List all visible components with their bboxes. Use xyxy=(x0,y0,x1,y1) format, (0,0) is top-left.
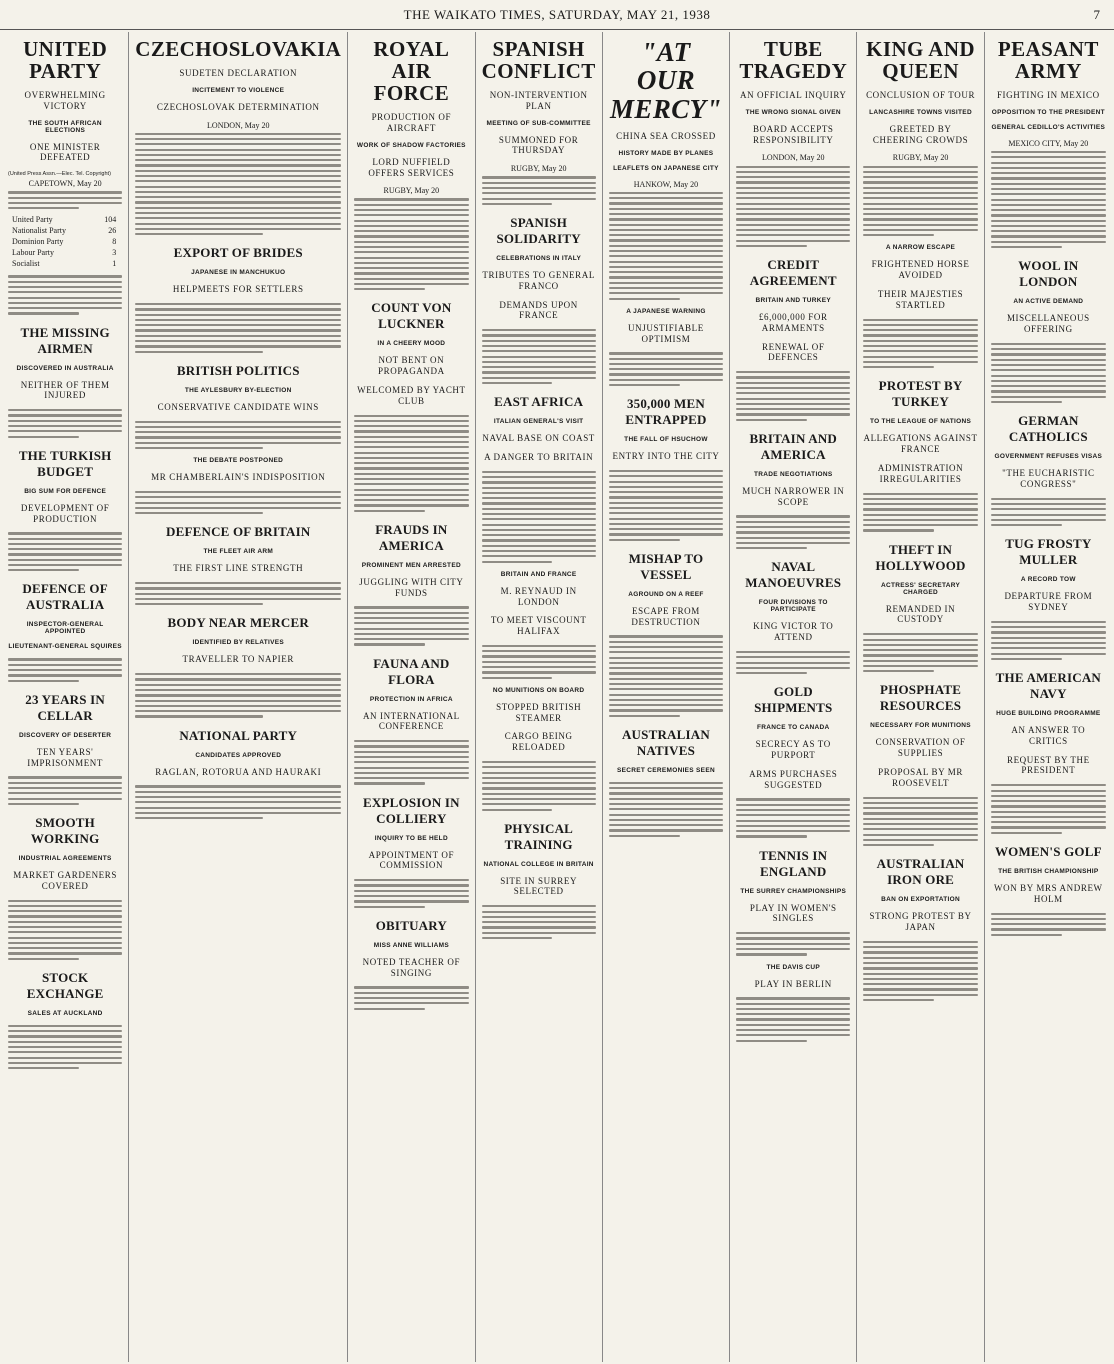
headline: UNITED PARTY xyxy=(23,37,108,84)
column-6 xyxy=(730,32,857,1362)
article-text xyxy=(736,997,850,1041)
article-text xyxy=(8,776,122,805)
section-headline: CREDIT AGREEMENT xyxy=(749,256,837,288)
article-text xyxy=(863,319,977,369)
article-text xyxy=(863,633,977,672)
section-headline: TUG FROSTY MULLER xyxy=(1005,536,1092,568)
subheadline: BIG SUM FOR DEFENCE xyxy=(24,487,107,495)
article-text xyxy=(991,343,1106,403)
subheadline: GENERAL CEDILLO'S ACTIVITIES xyxy=(991,123,1106,131)
subheadline: BRITAIN AND TURKEY xyxy=(755,296,831,304)
subheadline: SUMMONED FOR THURSDAY xyxy=(498,134,579,156)
subheadline: HELPMEETS FOR SETTLERS xyxy=(172,284,304,295)
article-text xyxy=(8,409,122,438)
subheadline: PROTECTION IN AFRICA xyxy=(369,695,453,703)
article-text xyxy=(8,658,122,681)
section-headline: WOMEN'S GOLF xyxy=(994,843,1102,859)
subheadline: INSPECTOR-GENERAL APPOINTED xyxy=(26,621,104,636)
subheadline: AN ACTIVE DEMAND xyxy=(1013,298,1084,306)
section-headline: DEFENCE OF AUSTRALIA xyxy=(22,581,108,613)
section-headline: BRITAIN AND AMERICA xyxy=(749,430,838,462)
subheadline: INCITEMENT TO VIOLENCE xyxy=(192,86,285,94)
article-text xyxy=(991,784,1106,834)
article-text xyxy=(482,761,596,811)
subheadline: TRADE NEGOTIATIONS xyxy=(753,470,833,478)
section-headline: GOLD SHIPMENTS xyxy=(754,684,833,716)
headline: TUBE TRAGEDY xyxy=(739,37,848,84)
subheadline: AN OFFICIAL INQUIRY xyxy=(739,90,847,101)
subheadline: IN A CHEERY MOOD xyxy=(377,340,446,348)
subheadline: RENEWAL OF DEFENCES xyxy=(762,341,825,363)
subheadline: FRANCE TO CANADA xyxy=(756,724,830,732)
article-text xyxy=(863,797,977,847)
section-headline: BRITISH POLITICS xyxy=(176,362,300,378)
news-columns xyxy=(2,32,1112,1362)
subheadline: GOVERNMENT REFUSES VISAS xyxy=(994,453,1103,461)
table-row: Labour Party 3 xyxy=(12,247,117,257)
subheadline: THE AYLESBURY BY-ELECTION xyxy=(184,386,292,394)
subheadline: DEMANDS UPON FRANCE xyxy=(499,299,578,321)
subheadline: M. REYNAUD IN LONDON xyxy=(500,585,577,607)
subheadline: THE FALL OF HSUCHOW xyxy=(624,436,708,444)
subheadline: STRONG PROTEST BY JAPAN xyxy=(869,911,972,933)
section-headline: EXPORT OF BRIDES xyxy=(173,245,303,261)
subheadline: LORD NUFFIELD OFFERS SERVICES xyxy=(368,156,455,178)
subheadline: WON BY MRS ANDREW HOLM xyxy=(994,882,1103,904)
article-text xyxy=(354,415,468,512)
article-text xyxy=(609,782,723,837)
subheadline: A NARROW ESCAPE xyxy=(885,244,956,252)
subheadline: REMANDED IN CUSTODY xyxy=(885,603,956,625)
subheadline: THE FIRST LINE STRENGTH xyxy=(173,563,304,574)
section-headline: FAUNA AND FLORA xyxy=(373,655,450,687)
subheadline: OVERWHELMING VICTORY xyxy=(24,90,106,111)
subheadline: KING VICTOR TO ATTEND xyxy=(753,621,834,643)
subheadline: INDUSTRIAL AGREEMENTS xyxy=(18,854,112,862)
place-date: CAPETOWN, May 20 xyxy=(28,179,102,189)
column-1 xyxy=(2,32,129,1362)
subheadline: SECRECY AS TO PURPORT xyxy=(755,739,831,761)
section-headline: THE AMERICAN NAVY xyxy=(995,670,1101,702)
subheadline: ONE MINISTER DEFEATED xyxy=(29,141,101,163)
headline: CZECHOSLOVAKIA xyxy=(135,37,342,61)
column-5 xyxy=(603,32,730,1362)
subheadline: THE SURREY CHAMPIONSHIPS xyxy=(740,887,847,895)
subheadline: CANDIDATES APPROVED xyxy=(195,751,282,759)
column-7 xyxy=(857,32,984,1362)
section-headline: 23 YEARS IN CELLAR xyxy=(25,691,105,723)
place-date: RUGBY, May 20 xyxy=(892,153,949,163)
section-headline: EXPLOSION IN COLLIERY xyxy=(363,794,460,826)
column-8 xyxy=(985,32,1112,1362)
subheadline: FIGHTING IN MEXICO xyxy=(996,90,1100,101)
article-text xyxy=(354,879,468,908)
newspaper-title: THE WAIKATO TIMES, SATURDAY, MAY 21, 1938 xyxy=(403,6,711,22)
subheadline: PROPOSAL BY MR ROOSEVELT xyxy=(878,767,963,788)
subheadline: CONSERVATION OF SUPPLIES xyxy=(875,737,966,759)
subheadline: WELCOMED BY YACHT CLUB xyxy=(357,384,466,406)
article-text xyxy=(991,913,1106,936)
subheadline: MARKET GARDENERS COVERED xyxy=(13,869,117,891)
section-headline: WOOL IN LONDON xyxy=(1018,258,1079,290)
article-text xyxy=(863,493,977,532)
subheadline: GREETED BY CHEERING CROWDS xyxy=(872,123,969,145)
subheadline: ADMINISTRATION IRREGULARITIES xyxy=(877,462,964,484)
subheadline: SECRET CEREMONIES SEEN xyxy=(616,766,715,774)
subheadline: NO MUNITIONS ON BOARD xyxy=(492,686,585,694)
article-text xyxy=(863,941,977,1001)
subheadline: FRIGHTENED HORSE AVOIDED xyxy=(871,259,970,281)
subheadline: MISCELLANEOUS OFFERING xyxy=(1006,313,1090,335)
subheadline: A RECORD TOW xyxy=(1020,576,1076,584)
section-headline: COUNT VON LUCKNER xyxy=(371,300,452,332)
subheadline: THEIR MAJESTIES STARTLED xyxy=(877,289,964,310)
article-text xyxy=(354,986,468,1009)
dateline: (United Press Assn.—Elec. Tel. Copyright) xyxy=(8,171,111,178)
subheadline: NECESSARY FOR MUNITIONS xyxy=(870,722,971,730)
subheadline: ARMS PURCHASES SUGGESTED xyxy=(749,768,838,790)
subheadline: OPPOSITION TO THE PRESIDENT xyxy=(991,108,1105,116)
section-headline: DEFENCE OF BRITAIN xyxy=(166,524,311,540)
subheadline: REQUEST BY THE PRESIDENT xyxy=(1006,754,1090,776)
subheadline: PLAY IN WOMEN'S SINGLES xyxy=(749,902,837,924)
column-2 xyxy=(129,32,348,1362)
subheadline: AGROUND ON A REEF xyxy=(628,590,704,598)
subheadline: ALLEGATIONS AGAINST FRANCE xyxy=(863,433,978,455)
subheadline: NAVAL BASE ON COAST xyxy=(482,433,595,444)
article-text xyxy=(991,498,1106,527)
subheadline: TRIBUTES TO GENERAL FRANCO xyxy=(482,269,595,291)
subheadline: NON-INTERVENTION PLAN xyxy=(489,90,588,111)
article-text xyxy=(135,133,341,236)
section-headline: TENNIS IN ENGLAND xyxy=(759,847,828,879)
headline: PEASANT ARMY xyxy=(997,37,1099,84)
subheadline: WORK OF SHADOW FACTORIES xyxy=(356,141,466,149)
subheadline: LANCASHIRE TOWNS VISITED xyxy=(869,108,972,116)
subheadline: TO MEET VISCOUNT HALIFAX xyxy=(490,615,587,637)
section-headline: AUSTRALIAN IRON ORE xyxy=(876,856,965,888)
subheadline: THE SOUTH AFRICAN ELECTIONS xyxy=(28,119,102,134)
subheadline: "THE EUCHARISTIC CONGRESS" xyxy=(1002,468,1095,489)
subheadline: BOARD ACCEPTS RESPONSIBILITY xyxy=(752,123,834,145)
place-date: RUGBY, May 20 xyxy=(383,186,440,196)
subheadline: NOTED TEACHER OF SINGING xyxy=(362,956,461,978)
article-text xyxy=(135,785,341,819)
subheadline: JUGGLING WITH CITY FUNDS xyxy=(359,576,464,598)
place-date: MEXICO CITY, May 20 xyxy=(1008,138,1089,148)
subheadline: £6,000,000 FOR ARMAMENTS xyxy=(758,311,828,333)
table-row: Nationalist Party 26 xyxy=(12,226,117,236)
section-headline: MISHAP TO VESSEL xyxy=(628,550,704,582)
subheadline: DEPARTURE FROM SYDNEY xyxy=(1004,591,1093,613)
article-text xyxy=(991,621,1106,660)
article-text xyxy=(736,651,850,674)
subheadline: TO THE LEAGUE OF NATIONS xyxy=(869,418,972,426)
article-text xyxy=(609,470,723,541)
table-row: Dominion Party 8 xyxy=(12,237,117,246)
subheadline: CONCLUSION OF TOUR xyxy=(866,90,976,101)
place-date: RUGBY, May 20 xyxy=(510,164,567,174)
article-text xyxy=(609,192,723,300)
headline: ROYAL AIR FORCE xyxy=(373,37,450,106)
section-headline: SMOOTH WORKING xyxy=(30,814,100,846)
subheadline: NOT BENT ON PROPAGANDA xyxy=(378,355,445,377)
section-headline: SPANISH SOLIDARITY xyxy=(496,214,581,246)
article-text xyxy=(135,491,341,514)
article-text xyxy=(482,905,596,939)
subheadline: PRODUCTION OF AIRCRAFT xyxy=(371,112,452,133)
subheadline: TRAVELLER TO NAPIER xyxy=(182,654,294,665)
subheadline: IDENTIFIED BY RELATIVES xyxy=(192,639,285,647)
article-text xyxy=(8,191,122,209)
section-headline: 350,000 MEN ENTRAPPED xyxy=(625,396,707,428)
section-headline: THE TURKISH BUDGET xyxy=(18,447,112,479)
subheadline: HUGE BUILDING PROGRAMME xyxy=(996,710,1101,718)
article-text xyxy=(354,606,468,645)
subheadline: PROMINENT MEN ARRESTED xyxy=(361,561,461,569)
subheadline: CARGO BEING RELOADED xyxy=(504,731,573,753)
article-text xyxy=(135,421,341,450)
article-text xyxy=(8,900,122,960)
article-text xyxy=(8,532,122,571)
subheadline: HISTORY MADE BY PLANES xyxy=(618,149,714,157)
subheadline: THE WRONG SIGNAL GIVEN xyxy=(745,108,841,116)
article-text xyxy=(8,275,122,314)
subheadline: PLAY IN BERLIN xyxy=(754,978,832,989)
subheadline: THE DEBATE POSTPONED xyxy=(193,457,284,465)
subheadline: CELEBRATIONS IN ITALY xyxy=(496,254,582,262)
article-text xyxy=(991,151,1106,248)
column-3 xyxy=(348,32,475,1362)
article-text xyxy=(482,176,596,205)
election-results-table xyxy=(12,215,122,269)
headline: KING AND QUEEN xyxy=(866,37,975,84)
subheadline: CONSERVATIVE CANDIDATE WINS xyxy=(157,401,319,412)
subheadline: ENTRY INTO THE CITY xyxy=(612,451,720,462)
headline: SPANISH CONFLICT xyxy=(481,37,596,84)
section-headline: GERMAN CATHOLICS xyxy=(1008,413,1088,445)
subheadline: STOPPED BRITISH STEAMER xyxy=(496,701,582,723)
article-text xyxy=(8,1025,122,1069)
subheadline: JAPANESE IN MANCHUKUO xyxy=(191,269,286,277)
article-text xyxy=(609,635,723,716)
page-number: 7 xyxy=(1093,7,1100,22)
subheadline: NATIONAL COLLEGE IN BRITAIN xyxy=(483,860,594,868)
subheadline: BRITAIN AND FRANCE xyxy=(500,570,577,578)
section-headline: NAVAL MANOEUVRES xyxy=(745,559,842,591)
subheadline: APPOINTMENT OF COMMISSION xyxy=(368,849,455,871)
subheadline: THE FLEET AIR ARM xyxy=(203,548,274,556)
section-headline: FRAUDS IN AMERICA xyxy=(375,521,448,553)
subheadline: ACTRESS' SECRETARY CHARGED xyxy=(880,581,961,596)
subheadline: RAGLAN, ROTORUA AND HAURAKI xyxy=(155,766,322,777)
subheadline: THE DAVIS CUP xyxy=(766,963,821,971)
table-row: Socialist 1 xyxy=(12,258,117,268)
article-text xyxy=(736,371,850,421)
section-headline: OBITUARY xyxy=(375,917,447,933)
subheadline: FOUR DIVISIONS TO PARTICIPATE xyxy=(758,599,828,614)
article-text xyxy=(482,645,596,679)
subheadline: MR CHAMBERLAIN'S INDISPOSITION xyxy=(151,472,326,483)
section-headline: AUSTRALIAN NATIVES xyxy=(621,726,710,758)
subheadline: LEAFLETS ON JAPANESE CITY xyxy=(613,164,719,172)
section-headline: PROTEST BY TURKEY xyxy=(878,378,963,410)
article-text xyxy=(135,582,341,605)
subheadline: SITE IN SURREY SELECTED xyxy=(500,875,578,897)
article-text xyxy=(736,515,850,549)
subheadline: MUCH NARROWER IN SCOPE xyxy=(742,485,845,507)
article-text xyxy=(135,673,341,717)
article-text xyxy=(863,166,977,237)
subheadline: A JAPANESE WARNING xyxy=(626,307,706,315)
article-text xyxy=(736,798,850,837)
column-4 xyxy=(476,32,603,1362)
subheadline: TEN YEARS' IMPRISONMENT xyxy=(27,746,103,768)
section-headline: EAST AFRICA xyxy=(494,394,584,410)
section-headline: PHYSICAL TRAINING xyxy=(504,820,574,852)
subheadline: BAN ON EXPORTATION xyxy=(881,896,960,904)
subheadline: THE BRITISH CHAMPIONSHIP xyxy=(998,867,1099,875)
section-headline: PHOSPHATE RESOURCES xyxy=(879,682,962,714)
subheadline: ITALIAN GENERAL'S VISIT xyxy=(493,418,584,426)
subheadline: CZECHOSLOVAK DETERMINATION xyxy=(156,101,320,112)
place-date: HANKOW, May 20 xyxy=(633,179,699,189)
article-text xyxy=(354,740,468,784)
masthead xyxy=(0,0,1114,30)
subheadline: SUDETEN DECLARATION xyxy=(179,68,298,79)
article-text xyxy=(736,166,850,247)
article-text xyxy=(482,329,596,384)
article-text xyxy=(135,303,341,353)
section-headline: THE MISSING AIRMEN xyxy=(20,324,110,356)
subheadline: LIEUTENANT-GENERAL SQUIRES xyxy=(8,643,122,651)
subheadline: DISCOVERED IN AUSTRALIA xyxy=(16,364,114,372)
place-date: LONDON, May 20 xyxy=(207,120,270,130)
subheadline: CHINA SEA CROSSED xyxy=(616,131,716,142)
subheadline: AN ANSWER TO CRITICS xyxy=(1011,725,1086,746)
subheadline: INQUIRY TO BE HELD xyxy=(374,834,448,842)
section-headline: STOCK EXCHANGE xyxy=(26,969,104,1001)
headline: "AT OUR MERCY" xyxy=(610,37,722,124)
subheadline: NEITHER OF THEM INJURED xyxy=(20,379,110,401)
subheadline: UNJUSTIFIABLE OPTIMISM xyxy=(628,322,704,344)
table-row: United Party 104 xyxy=(12,215,117,225)
subheadline: MISS ANNE WILLIAMS xyxy=(373,941,449,949)
section-headline: NATIONAL PARTY xyxy=(179,727,298,743)
subheadline: DISCOVERY OF DESERTER xyxy=(19,731,112,739)
article-text xyxy=(354,198,468,290)
subheadline: AN INTERNATIONAL CONFERENCE xyxy=(362,710,460,732)
section-headline: THEFT IN HOLLYWOOD xyxy=(875,541,966,573)
subheadline: A DANGER TO BRITAIN xyxy=(484,451,594,462)
subheadline: DEVELOPMENT OF PRODUCTION xyxy=(20,502,110,524)
article-text xyxy=(736,932,850,955)
place-date: LONDON, May 20 xyxy=(762,153,825,163)
subheadline: ESCAPE FROM DESTRUCTION xyxy=(631,605,701,627)
subheadline: SALES AT AUCKLAND xyxy=(27,1009,103,1017)
article-text xyxy=(482,471,596,563)
section-headline: BODY NEAR MERCER xyxy=(167,615,309,631)
article-text xyxy=(609,352,723,386)
subheadline: MEETING OF SUB-COMMITTEE xyxy=(486,119,591,127)
